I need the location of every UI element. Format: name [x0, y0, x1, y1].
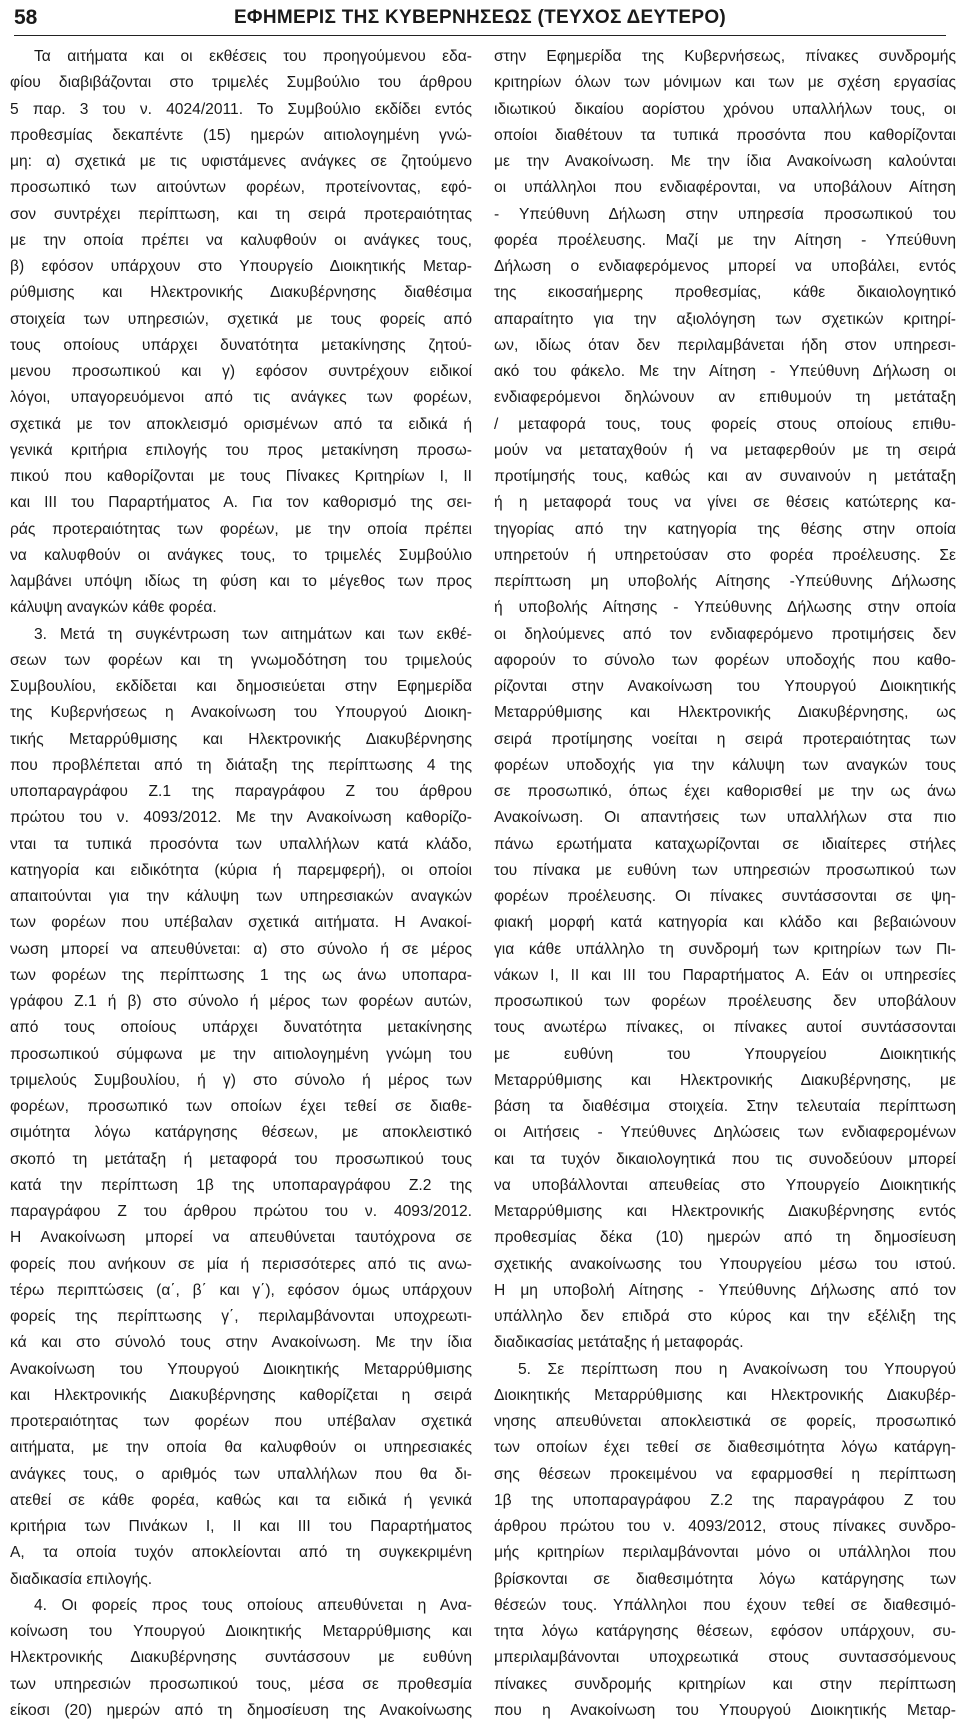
text-line: προσωπικό των αιτούντων φορέων, προτείνοντας, εφό-	[10, 179, 472, 197]
text-line: Η μη υποβολή Αίτησης - Υπεύθυνης Δήλωσης από τον	[494, 1281, 956, 1299]
text-line: στην Εφημερίδα της Κυβερνήσεως, πίνακες συνδρομής	[494, 48, 956, 65]
text-line: ή η μεταφορά τους να γίνει σε θέσεις κατώτερης κα-	[494, 494, 956, 512]
text-line: με την οποία πρέπει να καλυφθούν οι ανάγκες τους,	[10, 231, 472, 249]
text-line: βάση τα διαθέσιμα στοιχεία. Στην τελευταία περίπτωση	[494, 1098, 956, 1115]
text-line: στοιχεία των υπηρεσιών, σχετικά με τους φορείς από	[10, 310, 472, 328]
text-line: υποπαραγράφου Ζ.1 της παραγράφου Ζ του άρθρου	[10, 783, 472, 800]
text-line: υπηρετούν ή υπηρετούσαν στο φορέα προέλευσης. Σε	[494, 546, 956, 564]
text-line: σης θέσεων προκειμένου να εφαρμοσθεί η περίπτωση	[494, 1465, 956, 1483]
text-line: φορέα προέλευσης. Μαζί με την Αίτηση - Υπεύθυνη	[494, 231, 956, 249]
text-line: Α, τα οποία τυχόν αποκλείονται από τη συγκεκριμένη	[10, 1544, 472, 1562]
text-line: πικού που καθορίζονται με τους Πίνακες Κριτηρίων Ι, ΙΙ	[10, 468, 472, 485]
text-line: γενικά κριτήρια επιλογής του προς μετακίνηση προσω-	[10, 441, 472, 459]
text-line: Συμβουλίου, εκδίδεται και δημοσιεύεται στην Εφημερίδα	[10, 678, 472, 695]
text-line: να υποβάλλονται απευθείας στο Υπουργείο Διοικητικής	[494, 1176, 956, 1194]
text-line: Τα αιτήματα και οι εκθέσεις του προηγούμενου εδα-	[34, 48, 472, 65]
text-line: μη: α) σχετικά με τις υφιστάμενες ανάγκες σε ζητούμενο	[10, 153, 472, 170]
text-line: Μεταρρύθμισης και Ηλεκτρονικής Διακυβέρνησης, ως	[494, 704, 956, 722]
text-line: τριμελούς Συμβουλίου, ή γ) στο σύνολο ή μέρος των	[10, 1071, 472, 1089]
text-line: Δήλωση ο ενδιαφερόμενος μπορεί να υποβάλει, εντός	[494, 258, 956, 275]
text-line: ρίζονται στην Ανακοίνωση του Υπουργού Διοικητικής	[494, 678, 956, 695]
text-line: ή υποβολής Αίτησης - Υπεύθυνης Δήλωσης στην οποία	[494, 599, 956, 617]
text-line: Μεταρρύθμισης και Ηλεκτρονικής Διακυβέρνησης εντός	[494, 1203, 956, 1220]
text-line: είκοσι (20) ημερών από τη δημοσίευση της Ανακοίνωσης	[10, 1701, 472, 1719]
text-line: μής κριτηρίων περιλαμβάνονται μόνο οι υπάλληλοι που	[494, 1544, 956, 1562]
text-line: κριτήρια των Πινάκων Ι, ΙΙ και ΙΙΙ του Παραρτήματος	[10, 1518, 472, 1535]
text-line: του πίνακα με ευθύνη των υπηρεσιών προσωπικού των	[494, 861, 956, 879]
text-line: β) εφόσον υπάρχουν στο Υπουργείο Διοικητικής Μεταρ-	[10, 258, 472, 275]
text-line: υπάλληλο δεν επιδρά στο κύρος και την εξέλιξη της	[494, 1308, 956, 1325]
text-line: οι υπάλληλοι που ενδιαφέρονται, να υποβάλουν Αίτηση	[494, 179, 956, 197]
text-line: τηγορίας από την κατηγορία της θέσης στην οποία	[494, 520, 956, 538]
text-line: φορείς της περίπτωσης γ΄, περιλαμβάνονται υποχρεωτι-	[10, 1308, 472, 1325]
text-line: σχετικά με τον αποκλεισμό ορισμένων από τα ειδικά ή	[10, 415, 472, 433]
text-line: Ανακοίνωση του Υπουργού Διοικητικής Μεταρρύθμισης	[10, 1360, 472, 1378]
text-line: φορέων προέλευσης. Οι πίνακες συντάσσονται σε ψη-	[494, 888, 956, 905]
text-line: Η Ανακοίνωση μπορεί να απευθύνεται ταυτόχρονα σε	[10, 1229, 472, 1247]
text-line: κατηγορία και ειδικότητα (κύρια ή παρεμφερή), οι οποίοι	[10, 861, 472, 879]
text-line: και τα τυχόν δικαιολογητικά που τις συνοδεύουν μπορεί	[494, 1150, 956, 1168]
text-line: διαδικασία επιλογής.	[10, 1570, 153, 1588]
text-line: βρίσκονται σε διαθεσιμότητα λόγω κατάργησης των	[494, 1570, 956, 1588]
text-line: Μεταρρύθμισης και Ηλεκτρονικής Διακυβέρνησης, με	[494, 1071, 956, 1089]
text-line: γράφου Ζ.1 ή β) στο σύνολο ή μέρος των φορέων αυτών,	[10, 993, 472, 1010]
text-line: για κάθε υπάλληλο τη συνδρομή των κριτηρίων των Πι-	[494, 940, 956, 958]
text-line: της εικοσαήμερης προθεσμίας, κάθε δικαιολογητικό	[494, 284, 956, 302]
text-line: κοίνωση του Υπουργού Διοικητικής Μεταρρύθμισης και	[10, 1623, 472, 1640]
text-line: προθεσμίας δέκα (10) ημερών από τη δημοσίευση	[494, 1229, 956, 1247]
text-line: πίνακες συνδρομής κριτηρίων και στην περίπτωση	[494, 1675, 956, 1693]
text-line: προτίμησής τους, καθώς και αν συναινούν η μετάταξη	[494, 468, 956, 485]
text-line: τητα λόγω κατάργησης θέσεων, εφόσον υπάρχουν, συ-	[494, 1623, 956, 1640]
text-line: παραγράφου Ζ του άρθρου πρώτου του ν. 4093/2012.	[10, 1203, 472, 1220]
text-line: 4. Οι φορείς προς τους οποίους απευθύνεται η Ανα-	[34, 1596, 472, 1614]
text-line: φορέων, προσωπικό των οποίων έχει τεθεί σε διαθε-	[10, 1098, 472, 1115]
text-line: των φορέων που υπέβαλαν σχετικά αιτήματα. Η Ανακοί-	[10, 914, 472, 932]
text-line: σε προσωπικό, όπως έχει καθορισθεί με την ως άνω	[494, 783, 956, 800]
text-line: περίπτωση μη υποβολής Αίτησης -Υπεύθυνης Δήλωσης	[494, 573, 956, 590]
text-line: ρύθμισης και Ηλεκτρονικής Διακυβέρνησης διαθέσιμα	[10, 284, 472, 302]
text-line: λόγοι, υπαγορευόμενοι από τις ανάγκες των φορέων,	[10, 389, 472, 407]
text-line: σχετικής ανακοίνωσης του Υπουργείου μέσω του ιστού.	[494, 1255, 956, 1273]
right-column	[494, 44, 956, 1719]
text-line: και ΙΙΙ του Παραρτήματος Α. Για τον καθορισμό της σει-	[10, 494, 472, 512]
text-line: σειρά προτίμησης νοείται η σειρά προτεραιότητας των	[494, 730, 956, 748]
text-line: να καλυφθούν οι ανάγκες τους, το τριμελές Συμβούλιο	[10, 546, 472, 564]
text-line: πάνω ερωτήματα καταχωρίζονται σε ιδιαίτερες στήλες	[494, 835, 956, 853]
text-line: των οποίων έχει τεθεί σε διαθεσιμότητα λόγω κατάργη-	[494, 1439, 956, 1457]
text-line: της Κυβερνήσεως η Ανακοίνωση του Υπουργού Διοικη-	[10, 704, 472, 722]
text-line: ενδιαφερόμενοι δηλώνουν αν επιθυμούν τη μετάταξη	[494, 389, 956, 407]
text-line: σιμότητα λόγω κατάργησης θέσεων, με αποκλειστικό	[10, 1124, 472, 1142]
text-line: ων, ιδίως όταν δεν περιλαμβάνεται ήδη στον υπηρεσι-	[494, 336, 956, 354]
text-line: κάλυψη αναγκών κάθε φορέα.	[10, 599, 217, 617]
text-line: που η Ανακοίνωση του Υπουργού Διοικητικής Μεταρ-	[494, 1701, 956, 1719]
text-line: Διοικητικής Μεταρρύθμισης και Ηλεκτρονικής Διακυβέρ-	[494, 1386, 956, 1404]
text-line: - Υπεύθυνη Δήλωση στην υπηρεσία προσωπικού του	[494, 205, 956, 223]
publication-title: ΕΦΗΜΕΡΙΣ ΤΗΣ ΚΥΒΕΡΝΗΣΕΩΣ (ΤΕΥΧΟΣ ΔΕΥΤΕΡΟ)	[233, 7, 727, 28]
text-line: φορείς που ανήκουν σε μία ή περισσότερες από τις ανω-	[10, 1255, 472, 1273]
text-line: σκοπό τη μετάταξη ή μεταφορά του προσωπικού τους	[10, 1150, 472, 1168]
text-line: με την Ανακοίνωση. Με την ίδια Ανακοίνωση καλούνται	[494, 153, 956, 170]
text-line: που προβλέπεται από τη διάταξη της περίπτωσης 4 της	[10, 756, 472, 774]
text-line: άρθρου πρώτου του ν. 4093/2012, στους πίνακες συνδρο-	[494, 1518, 956, 1535]
text-line: αιτήματα, με την οποία θα καλυφθούν οι υπηρεσιακές	[10, 1439, 472, 1457]
text-line: απαιτούνται για την κάλυψη των υπηρεσιακών αναγκών	[10, 888, 472, 905]
text-line: των υπηρεσιών προσωπικού τους, μέσα σε προθεσμία	[10, 1675, 472, 1693]
text-line: τους ανωτέρω πίνακες, οι πίνακες αυτοί συντάσσονται	[494, 1019, 956, 1037]
page-number: 58	[14, 6, 38, 29]
text-line: φίου διαβιβάζονται στο τριμελές Συμβούλιο του άρθρου	[10, 74, 472, 92]
text-line: μπεριλαμβάνονται υποχρεωτικά στους συντασσόμενους	[494, 1649, 956, 1667]
text-line: από τους οποίους υπάρχει δυνατότητα μετακίνησης	[10, 1019, 472, 1037]
left-column	[10, 44, 472, 1719]
text-line: τους οποίους υπάρχει δυνατότητα μετακίνησης ζητού-	[10, 336, 472, 354]
text-line: οποίοι διαθέτουν τα τυπικά προσόντα που καθορίζονται	[494, 126, 956, 144]
text-line: προσωπικού σύμφωνα με την αιτιολογημένη γνώμη του	[10, 1045, 472, 1063]
text-line: οι Αιτήσεις - Υπεύθυνες Δηλώσεις των ενδιαφερομένων	[494, 1124, 956, 1142]
text-line: νάκων Ι, ΙΙ και ΙΙΙ του Παραρτήματος Α. Εάν οι υπηρεσίες	[494, 966, 956, 984]
text-line: ανάγκες τους, ο αριθμός των υπαλλήλων που θα δι-	[10, 1465, 472, 1483]
text-line: προθεσμίας δεκαπέντε (15) ημερών αιτιολογημένη γνώ-	[10, 126, 472, 144]
text-line: με ευθύνη του Υπουργείου Διοικητικής	[494, 1045, 956, 1063]
text-line: / μεταφορά τους, τους φορείς στους οποίους επιθυ-	[494, 415, 956, 433]
text-line: 5. Σε περίπτωση που η Ανακοίνωση του Υπουργού	[518, 1360, 956, 1378]
header-rule	[14, 35, 946, 36]
text-line: τικής Μεταρρύθμισης και Ηλεκτρονικής Διακυβέρνησης	[10, 730, 472, 748]
text-line: τέρω περιπτώσεις (α΄, β΄ και γ΄), εφόσον όμως υπάρχουν	[10, 1281, 472, 1299]
text-line: οι δηλούμενες από τον ενδιαφερόμενο προτιμήσεις δεν	[494, 625, 956, 643]
text-line: 3. Μετά τη συγκέντρωση των αιτημάτων και των εκθέ-	[34, 625, 472, 643]
page-header	[14, 4, 946, 34]
text-line: φορέων υποδοχής για την κάλυψη των αναγκών τους	[494, 756, 956, 774]
text-line: 1β της υποπαραγράφου Ζ.2 της παραγράφου Ζ του	[494, 1491, 956, 1509]
text-line: απαραίτητο για την αξιολόγηση των σχετικών κριτηρί-	[494, 310, 956, 328]
text-line: ακό του φάκελο. Με την Αίτηση - Υπεύθυνη Δήλωση οι	[494, 363, 956, 380]
text-line: ιδιωτικού δικαίου αορίστου χρόνου υπαλλήλων τους, οι	[494, 100, 956, 118]
text-line: μούν να μεταταχθούν ή να μεταφερθούν με τη σειρά	[494, 441, 956, 459]
text-line: μενου προσωπικού και γ) εφόσον συντρέχουν ειδικοί	[10, 363, 472, 380]
text-line: προσωπικού των φορέων προέλευσης δεν υποβάλουν	[494, 993, 956, 1010]
text-line: των φορέων της περίπτωσης 1 της ως άνω υποπαρα-	[10, 966, 472, 984]
text-line: ατεθεί σε κάθε φορέα, καθώς και τα ειδικά ή γενικά	[10, 1491, 472, 1509]
text-line: νται τα τυπικά προσόντα των υπαλλήλων κατά κλάδο,	[10, 835, 472, 853]
text-line: διαδικασίας μετάταξης ή μεταφοράς.	[494, 1334, 744, 1352]
text-line: και Ηλεκτρονικής Διακυβέρνησης καθορίζεται η σειρά	[10, 1386, 472, 1404]
text-line: φιακή μορφή κατά κατηγορία και κλάδο και βεβαιώνουν	[494, 914, 956, 932]
text-line: πρώτου του ν. 4093/2012. Με την Ανακοίνωση καθορίζο-	[10, 809, 472, 827]
text-line: αφορούν το σύνολο των φορέων υποδοχής που καθο-	[494, 651, 956, 669]
text-line: σεων των φορέων και τη γνωμοδότηση του τριμελούς	[10, 651, 472, 669]
text-line: Ηλεκτρονικής Διακυβέρνησης συντάσσουν με ευθύνη	[10, 1649, 472, 1667]
text-line: λαμβάνει υπόψη ιδίως τη φύση και το μέγεθος των προς	[10, 573, 472, 590]
text-line: προτεραιότητας των φορέων που υπέβαλαν σχετικά	[10, 1413, 472, 1430]
text-line: κριτηρίων όλων των μόνιμων και των με σχέση εργασίας	[494, 74, 956, 92]
text-line: Ανακοίνωση. Οι απαντήσεις των υπαλλήλων στα πιο	[494, 809, 956, 827]
text-line: κατά την περίπτωση 1β της υποπαραγράφου Ζ.2 της	[10, 1176, 472, 1194]
text-line: νωση μπορεί να απευθύνεται: α) στο σύνολο ή σε μέρος	[10, 940, 472, 958]
text-line: σον συντρέχει περίπτωση, και τη σειρά προτεραιότητας	[10, 205, 472, 223]
text-line: νησης απευθύνεται αποκλειστικά σε φορείς, προσωπικό	[494, 1413, 956, 1430]
text-line: θέσεών τους. Υπάλληλοι που έχουν τεθεί σε διαθεσιμό-	[494, 1596, 956, 1614]
text-line: ράς προτεραιότητας των φορέων, με την οποία πρέπει	[10, 520, 472, 538]
text-line: κά και στο σύνολό τους στην Ανακοίνωση. Με την ίδια	[10, 1334, 472, 1352]
text-line: 5 παρ. 3 του ν. 4024/2011. Το Συμβούλιο εκδίδει εντός	[10, 100, 472, 118]
